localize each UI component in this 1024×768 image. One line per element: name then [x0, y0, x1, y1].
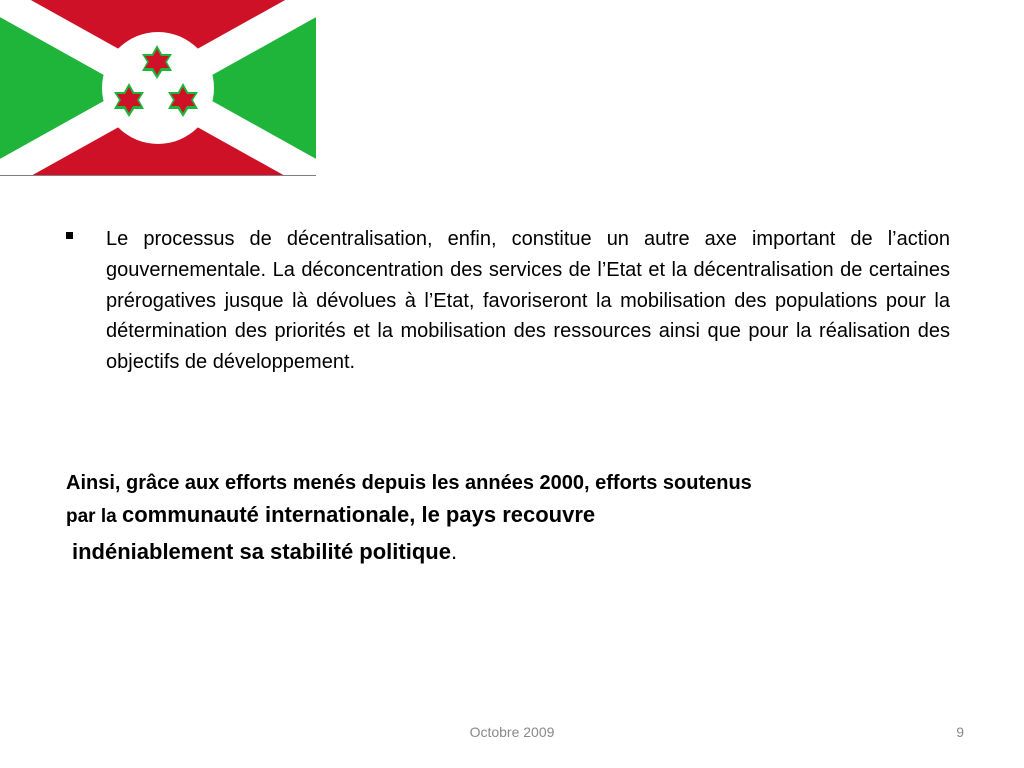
closing-line-1: Ainsi, grâce aux efforts menés depuis les années 2000, efforts soutenus	[66, 472, 752, 494]
slide-number: 9	[956, 724, 964, 740]
burundi-flag-icon	[0, 0, 316, 176]
closing-statement	[66, 468, 866, 569]
flag-bottom-border	[0, 175, 316, 176]
closing-line-2-main: communauté internationale, le pays recouvre	[121, 502, 596, 527]
bullet-paragraph	[66, 224, 950, 378]
closing-line-3-end: .	[450, 539, 458, 564]
footer-date: Octobre 2009	[469, 724, 555, 740]
bullet-text: Le processus de décentralisation, enfin, constitue un autre axe important de l’action gouvernementale. La déconcentration des services de l’Etat et la décentralisation de certaines prérogatives jusque là dévolues à l’Etat, favoriseront la mobilisation des populations pour la détermination des priorités et la mobilisation des ressources ainsi que pour la réalisation des objectifs de développement.	[106, 228, 950, 374]
closing-line-3-text: indéniablement sa stabilité politique	[72, 539, 451, 564]
closing-line-2-prefix: par la	[66, 506, 122, 527]
closing-line-3	[66, 535, 866, 569]
square-bullet-icon	[66, 232, 73, 239]
closing-line-2	[66, 498, 866, 535]
burundi-flag-image	[0, 0, 316, 176]
